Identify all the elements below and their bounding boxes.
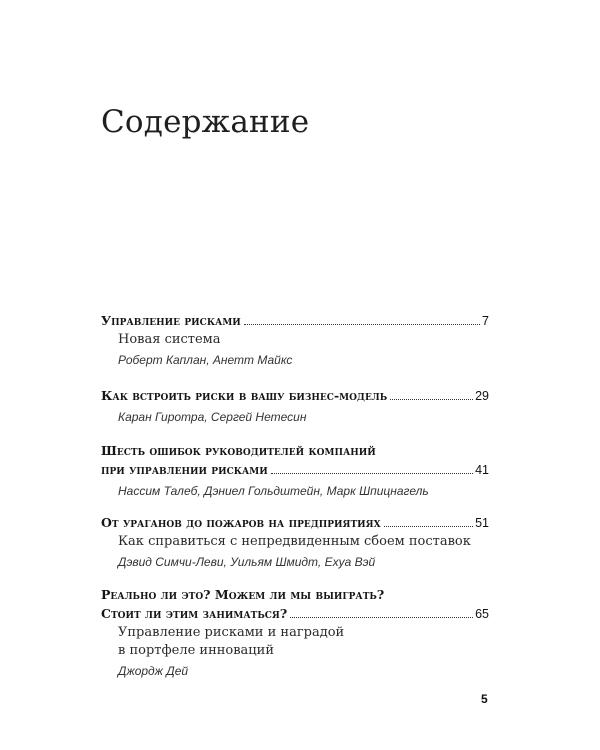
dot-leader: [390, 398, 473, 400]
toc-authors: Роберт Каплан, Анетт Майкс: [118, 353, 293, 367]
toc-entry[interactable]: [101, 441, 489, 500]
toc-heading[interactable]: [101, 460, 489, 480]
dot-leader: [384, 525, 474, 527]
toc-page-number: 41: [475, 463, 489, 477]
toc-heading[interactable]: [101, 513, 489, 533]
dot-leader: [271, 472, 473, 474]
toc-authors: Джордж Дей: [118, 664, 189, 678]
dot-leader: [290, 616, 473, 618]
toc-entry[interactable]: [101, 386, 489, 426]
toc-heading[interactable]: [101, 311, 489, 331]
toc-page-number: 51: [475, 516, 489, 530]
toc-heading-line-1: Шесть ошибок руководителей компаний: [101, 443, 376, 458]
toc-entry[interactable]: [101, 513, 489, 571]
toc-authors: Нассим Талеб, Дэниел Гольдштейн, Марк Шпицнагель: [118, 484, 429, 498]
toc-heading-text: Управление рисками: [101, 313, 241, 328]
toc-authors: Каран Гиротра, Сергей Нетесин: [118, 410, 307, 424]
toc-page-number: 29: [475, 389, 489, 403]
dot-leader: [244, 323, 480, 325]
toc-heading[interactable]: [101, 604, 489, 624]
toc-entry[interactable]: [101, 585, 489, 680]
page-number: 5: [481, 692, 488, 706]
toc-heading-text: Стоит ли этим заниматься?: [101, 606, 288, 621]
toc-heading-text: Как встроить риски в вашу бизнес-модель: [101, 388, 388, 403]
toc-page-number: 7: [482, 314, 489, 328]
toc-heading[interactable]: [101, 386, 489, 406]
page-title: Содержание: [101, 104, 310, 140]
toc-heading-text: при управлении рисками: [101, 462, 268, 477]
toc-heading-text: От ураганов до пожаров на предприятиях: [101, 515, 381, 530]
toc-subtitle: Как справиться с непредвиденным сбоем поставок: [118, 534, 471, 549]
toc-heading-line-1: Реально ли это? Можем ли мы выиграть?: [101, 587, 385, 602]
toc-subtitle-line-2: в портфеле инноваций: [118, 643, 274, 658]
toc-authors: Дэвид Симчи-Леви, Уильям Шмидт, Ехуа Вэй: [118, 555, 376, 569]
toc-entry[interactable]: [101, 311, 489, 369]
toc-subtitle: Новая система: [118, 332, 221, 347]
toc-page-number: 65: [475, 607, 489, 621]
toc-subtitle: Управление рисками и наградой: [118, 625, 345, 640]
